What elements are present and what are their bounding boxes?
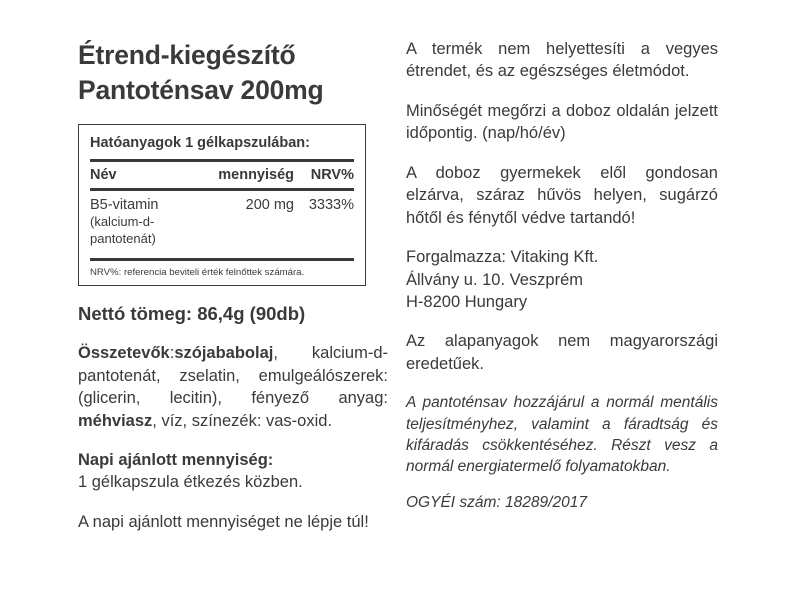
distributor-address (406, 246, 718, 313)
nrv-footnote: NRV%: referencia beviteli érték felnőttek számára. (90, 266, 305, 278)
dosage-text: 1 gélkapszula étkezés közben. (78, 473, 303, 492)
distributor-line-2: Állvány u. 10. Veszprém (406, 270, 584, 289)
ingredients-heading: Összetevők (78, 344, 170, 363)
column-header-name: Név (90, 167, 117, 184)
balanced-diet-notice: A termék nem helyettesíti a vegyes étrendet, és az egészséges életmódot. (406, 40, 718, 81)
table-row (90, 191, 354, 249)
ingredients-tail-text: , víz, színezék: vas-oxid. (152, 411, 333, 430)
table-spacer (90, 249, 354, 258)
best-before-notice: Minőségét megőrzi a doboz oldalán jelzett időpontig. (nap/hó/év) (406, 101, 718, 143)
net-weight: Nettó tömeg: 86,4g (90db) (78, 303, 306, 325)
left-column (78, 0, 388, 533)
nutrients-table (90, 162, 354, 188)
table-header-row (90, 162, 354, 188)
column-header-nrv: NRV% (310, 167, 354, 184)
ingredient-allergen-soybean-oil: szójababolaj (174, 344, 274, 363)
right-column (406, 0, 718, 513)
dosage-paragraph (78, 449, 388, 494)
nutrient-name-cell (90, 191, 216, 249)
column-header-amount: mennyiség (218, 167, 294, 184)
ingredients-middle-text: , kalcium-d-pantotenát, zselatin, emulgeálószerek: (glicerin, lecitin), fényező anyag: (78, 344, 388, 408)
nutrient-nrv: 3333% (308, 197, 354, 214)
dosage-heading: Napi ajánlott mennyiség: (78, 451, 274, 470)
origin-notice: Az alapanyagok nem magyarországi eredetűek. (406, 332, 718, 373)
ingredients-separator: : (169, 344, 175, 363)
product-title-line-1: Étrend-kiegészítő (78, 40, 296, 70)
product-title-line-2: Pantoténsav 200mg (78, 75, 324, 106)
ingredient-allergen-beeswax: méhviasz (78, 411, 153, 430)
supplement-facts-heading: Hatóanyagok 1 gélkapszulában: (90, 135, 310, 152)
distributor-line-3: H-8200 Hungary (406, 292, 528, 311)
overdose-warning: A napi ajánlott mennyiséget ne lépje túl! (78, 512, 369, 531)
nutrients-body-table (90, 191, 354, 249)
distributor-line-1: Forgalmazza: Vitaking Kft. (406, 248, 599, 267)
nutrient-amount: 200 mg (245, 197, 294, 214)
nutrient-source: (kalcium-d-pantotenát) (90, 214, 156, 246)
registration-number: OGYÉI szám: 18289/2017 (406, 493, 587, 511)
ingredients-paragraph (78, 342, 388, 432)
health-claim: A pantoténsav hozzájárul a normál mentális teljesítményhez, valamint a fáradtság és kifáradás csökkentéséhez. Részt vesz a normál energiatermelő folyamatokban. (406, 394, 718, 476)
page-title (78, 38, 388, 108)
supplement-facts-table (78, 124, 366, 286)
storage-notice: A doboz gyermekek elől gondosan elzárva, száraz hűvös helyen, sugárzó hőtől és fénytől védve tartandó! (406, 163, 718, 227)
nutrient-name: B5-vitamin (90, 197, 159, 214)
